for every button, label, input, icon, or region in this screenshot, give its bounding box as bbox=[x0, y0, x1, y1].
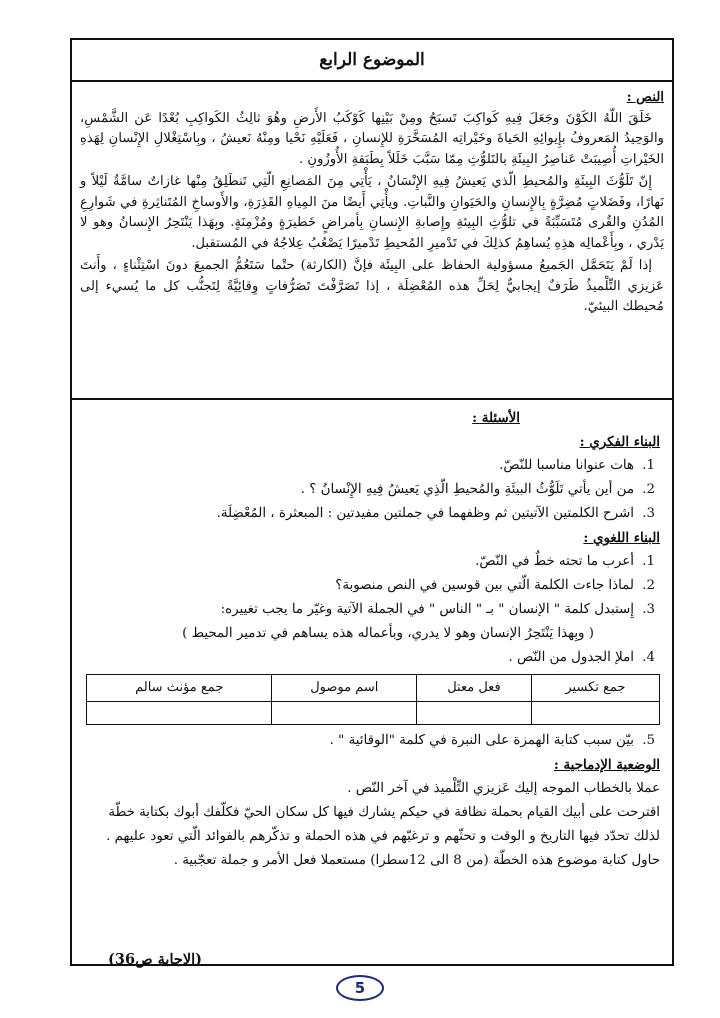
table-header-cell: جمع مؤنث سالم bbox=[87, 675, 272, 702]
table-empty-cell[interactable] bbox=[87, 702, 272, 725]
text-section bbox=[72, 82, 672, 400]
linguistic-item-3-text: إِستبدل كلمة " الإنسان " بـ " الناس " في الجملة الآتية وغيّر ما يجب تغييره: bbox=[220, 602, 634, 617]
linguistic-item-4: 4. املإ الجدول من النّص . bbox=[84, 646, 638, 670]
table-empty-cell[interactable] bbox=[531, 702, 659, 725]
intellectual-title: البناء الفكري : bbox=[579, 434, 660, 450]
table-empty-row bbox=[87, 702, 660, 725]
table-header-cell: فعل معتل bbox=[417, 675, 532, 702]
integrative-line-2: اقترحت على أبيك القيام بحملة نظافة في حيكم يشارك فيها كل سكان الحيّ فكلّفك أبوك بكتابة خطّة لذلك تحدّد فيها التاريخ و الوقت و تحثّهم و ترغبّهم في هذه الحملة و تذكّرهم بالفوائد الّتي تعود عليهم . bbox=[106, 805, 660, 844]
linguistic-item-1: 1. أعرب ما تحته خطٌ في النّصّ. bbox=[84, 550, 638, 574]
intellectual-item-2: 2. من أين يأتي تَلَوُّثُ البيئَةِ والمُحيطِ الّذِي يَعيشُ فِيهِ الإِنْسانُ ؟ . bbox=[84, 478, 638, 502]
table-header-cell: اسم موصول bbox=[272, 675, 417, 702]
table-header-row bbox=[87, 675, 660, 702]
text-label: النص : bbox=[626, 90, 664, 105]
integrative-line-3: حاول كتابة موضوع هذه الخطّة (من 8 الى 12سطرا) مستعملا فعل الأمر و جملة تعجّبية . bbox=[173, 853, 660, 868]
page-number: 5 bbox=[336, 975, 384, 1001]
integrative-line-1: عملا بالخطاب الموجه إليك عَزيزي التِّلْميذ في آخر النّص . bbox=[347, 781, 660, 796]
table-empty-cell[interactable] bbox=[417, 702, 532, 725]
intellectual-item-3: 3. اشرح الكلمتين الآتيتين ثم وظفهما في جملتين مفيدتين : المبعثرة ، المُعْضِلَة. bbox=[84, 502, 638, 526]
linguistic-item-2: 2. لماذا جاءت الكلمة الّتي بين قوسين في النص منصوبة؟ bbox=[84, 574, 638, 598]
text-paragraph-2: إِنّ تَلَوُّثَ البِيئَةِ والمُحيطِ الّذي يَعيشُ فِيهِ الإِنْسَانُ ، يَأْتِي مِنَ المَصانِعِ الّتِي تَنطَلِقُ مِنْها غازاتٌ سامَّةٌ لَيْلاً و نَهارًا، وفَضَلاتٍ مُضِرَّةٍ بِالإِنسانِ والحَيَوانِ والنَّباتِ. ويأْتِي أَيضًا منَ المِياهِ القَذِرَةِ، والأَوساخِ المُتَناثِرةِ في شَوارِعِ المُدُنِ والقُرى مُتَسَبِّبَةً في تلوُّثِ البِيئةِ وإِصابةِ الإِنسانِ بِأمراضٍ خَطيرَةٍ ومُزْمِنَةٍ. وبِهَذا يَنْتَحِرُ الإِنسانُ وهو لا يَدْري ، وبِأَعْمالِه هذِهِ يُساهِمُ كذلِكَ في تَدْميرِ المُحيطِ تَدْميرًا يَصْعُبُ عِلاجُهُ في المُستقبل. bbox=[80, 174, 664, 251]
intellectual-list bbox=[84, 454, 660, 526]
linguistic-item-3-sentence: ( وبِهذا يَنْتَحِرُ الإنسان وهو لا يدري، وبأعماله هذه يساهم في تدمير المحيط ) bbox=[182, 626, 594, 641]
fill-table bbox=[86, 674, 660, 725]
table-empty-cell[interactable] bbox=[272, 702, 417, 725]
text-paragraph-1: خَلَقَ اللّهُ الكَوْنَ وجَعَلَ فِيهِ كَواكِبَ تَسبَحُ ومِنْ بَيْنِها كَوْكَبُ الأَرضِ وهُوَ ثالِثُ الكَواكِبِ بُعْدًا عَن الشَّمْسِ، والوَحِيدُ المَعروفُ بإِيوائِهِ الحَياةَ وخَيْراتِه المُسَخَّرَةِ للإِنسانِ ، فَعَلَيْهِ نَحْيا ومِنْهُ نَعيشُ ، وبِاسْتِغْلالِ الإِنْسانِ لِهَذهِ الخَيْراتِ أُصِيبَتْ عَناصِرُ البِيئَةِ بالتَلوُّثِ مِمّا سَبَّبَ خَلَلاً بِطَبَقةِ الأُوزُونِ . bbox=[80, 110, 664, 167]
intellectual-item-1: 1. هات عنوانا مناسبا للنّصّ. bbox=[84, 454, 638, 478]
answer-reference: (الاجابة ص36) bbox=[108, 951, 202, 968]
page-frame bbox=[70, 38, 674, 966]
questions-heading: الأسئلة : bbox=[472, 410, 520, 426]
linguistic-title: البناء اللغوي : bbox=[583, 530, 660, 546]
integrative-body bbox=[84, 777, 660, 873]
linguistic-list bbox=[84, 550, 660, 670]
linguistic-list-cont bbox=[84, 729, 660, 753]
text-paragraph-3: إذا لَمْ يَتَحَمَّل الجَميعُ مسؤولية الحفاظ على البِيئَة فإنَّ (الكارثة) حتْما سَتَعُمُّ الجميعَ دونَ اسْتِثْناءٍ ، وأَنتَ عَزيزي التِّلْميذُ طَرَفٌ إيجابيٌّ لِحَلِّ هذه المُعْضِلَة ، إذا تَصَرَّفْتَ تَصَرُّفاتٍ وِقائِيَّةً لِتَجنُّب كل ما يُسيء إلى مُحيطك البيئيّ. bbox=[80, 258, 664, 314]
linguistic-item-3 bbox=[84, 598, 638, 646]
table-header-cell: جمع تكسير bbox=[531, 675, 659, 702]
page-title: الموضوع الرابع bbox=[72, 40, 672, 82]
integrative-title: الوضعية الإدماجية : bbox=[553, 757, 660, 773]
linguistic-item-5: 5. بيّن سبب كتابة الهمزة على النبرة في كلمة "الوقائية " . bbox=[84, 729, 638, 753]
questions-section bbox=[72, 402, 672, 968]
